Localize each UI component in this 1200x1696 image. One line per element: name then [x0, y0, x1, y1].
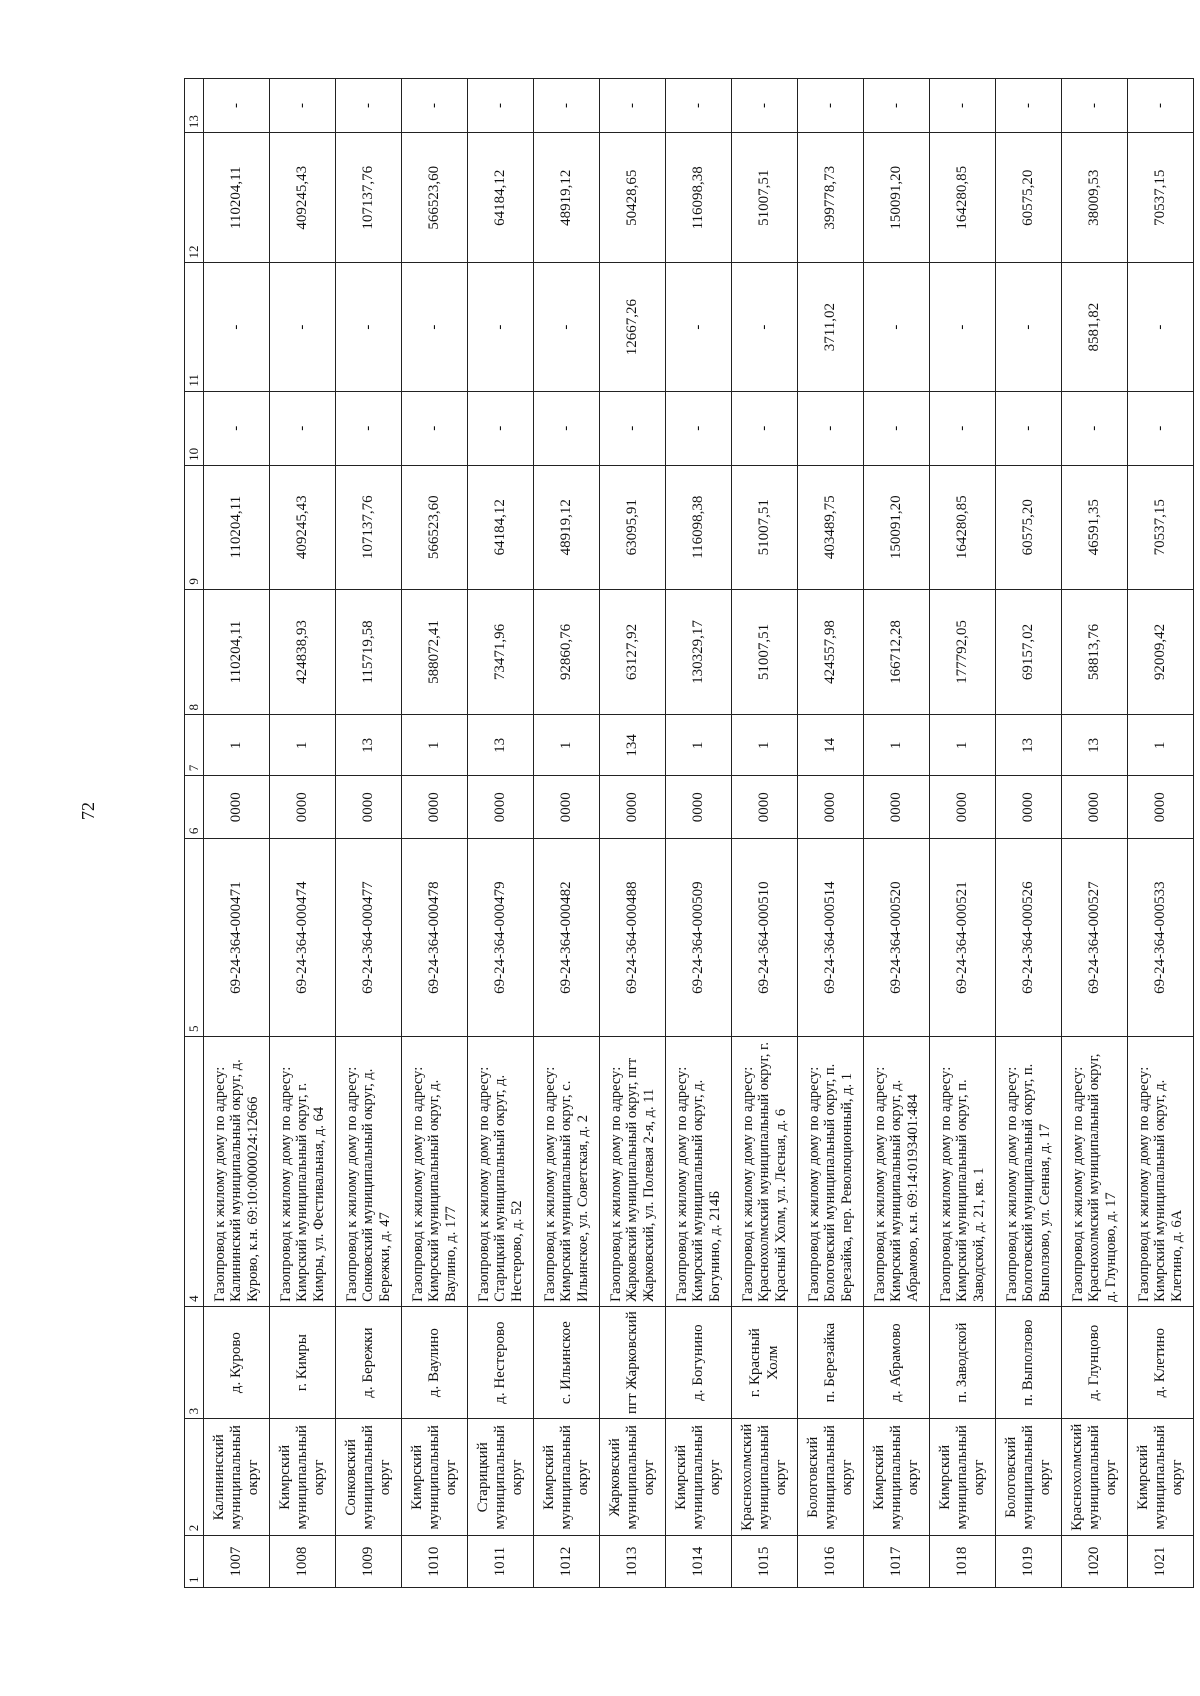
col12-cell: 50428,65 — [600, 133, 666, 263]
col8-cell: 92860,76 — [534, 589, 600, 715]
col11-cell: 3711,02 — [798, 263, 864, 391]
row-number-cell: 1016 — [798, 1536, 864, 1588]
district-cell: Бологовский муниципальный округ — [996, 1419, 1062, 1536]
col12-cell: 150091,20 — [864, 133, 930, 263]
col11-cell: - — [534, 263, 600, 391]
col8-cell: 110204,11 — [204, 589, 270, 715]
col7-cell: 134 — [600, 715, 666, 776]
col12-cell: 38009,53 — [1062, 133, 1128, 263]
col11-cell: - — [732, 263, 798, 391]
district-cell: Кимрский муниципальный округ — [666, 1419, 732, 1536]
district-cell: Краснохолмский муниципальный округ — [1062, 1419, 1128, 1536]
object-code-cell: 69-24-364-000482 — [534, 839, 600, 1037]
table-row — [798, 79, 864, 1588]
col8-cell: 69157,02 — [996, 589, 1062, 715]
col9-cell: 51007,51 — [732, 465, 798, 589]
column-header: 13 — [185, 79, 204, 133]
district-cell: Краснохолмский муниципальный округ — [732, 1419, 798, 1536]
col12-cell: 70537,15 — [1128, 133, 1194, 263]
col12-cell: 64184,12 — [468, 133, 534, 263]
table-row — [402, 79, 468, 1588]
object-code-cell: 69-24-364-000527 — [1062, 839, 1128, 1037]
col8-cell: 424557,98 — [798, 589, 864, 715]
table-row — [468, 79, 534, 1588]
object-address-cell: Газопровод к жилому дому по адресу: Сонковский муниципальный округ, д. Бережки, д. 47 — [336, 1037, 402, 1307]
col12-cell: 116098,38 — [666, 133, 732, 263]
col9-cell: 150091,20 — [864, 465, 930, 589]
object-address-cell: Газопровод к жилому дому по адресу: Краснохолмский муниципальный округ, г. Красный Холм, ул. Лесная, д. 6 — [732, 1037, 798, 1307]
settlement-cell: д. Глунцово — [1062, 1306, 1128, 1418]
object-address-cell: Газопровод к жилому дому по адресу: Краснохолмский муниципальный округ, д. Глунцово, д. 17 — [1062, 1037, 1128, 1307]
page-number: 72 — [78, 802, 98, 820]
object-address-cell: Газопровод к жилому дому по адресу: Кимрский муниципальный округ, д. Богунино, д. 214Б — [666, 1037, 732, 1307]
col6-cell: 0000 — [930, 776, 996, 839]
district-cell: Кимрский муниципальный округ — [402, 1419, 468, 1536]
col8-cell: 130329,17 — [666, 589, 732, 715]
col6-cell: 0000 — [864, 776, 930, 839]
col11-cell: - — [1128, 263, 1194, 391]
object-address-cell: Газопровод к жилому дому по адресу: Кимрский муниципальный округ, д. Ваулино, д. 177 — [402, 1037, 468, 1307]
col9-cell: 403489,75 — [798, 465, 864, 589]
col6-cell: 0000 — [204, 776, 270, 839]
row-number-cell: 1012 — [534, 1536, 600, 1588]
column-header: 8 — [185, 589, 204, 715]
col6-cell: 0000 — [798, 776, 864, 839]
col8-cell: 166712,28 — [864, 589, 930, 715]
col12-cell: 51007,51 — [732, 133, 798, 263]
table-row — [600, 79, 666, 1588]
col10-cell: - — [468, 391, 534, 465]
col10-cell: - — [864, 391, 930, 465]
col10-cell: - — [270, 391, 336, 465]
col13-cell: - — [798, 79, 864, 133]
gas-pipeline-table — [184, 78, 1194, 1588]
col9-cell: 107137,76 — [336, 465, 402, 589]
district-cell: Старицкий муниципальный округ — [468, 1419, 534, 1536]
district-cell: Кимрский муниципальный округ — [534, 1419, 600, 1536]
col10-cell: - — [732, 391, 798, 465]
object-code-cell: 69-24-364-000479 — [468, 839, 534, 1037]
col13-cell: - — [534, 79, 600, 133]
object-address-cell: Газопровод к жилому дому по адресу: Кимрский муниципальный округ, г. Кимры, ул. Фестивальная, д. 64 — [270, 1037, 336, 1307]
col11-cell: 12667,26 — [600, 263, 666, 391]
col10-cell: - — [204, 391, 270, 465]
col11-cell: - — [996, 263, 1062, 391]
object-code-cell: 69-24-364-000478 — [402, 839, 468, 1037]
col8-cell: 58813,76 — [1062, 589, 1128, 715]
settlement-cell: пгт Жарковский — [600, 1306, 666, 1418]
col9-cell: 409245,43 — [270, 465, 336, 589]
settlement-cell: д. Абрамово — [864, 1306, 930, 1418]
col10-cell: - — [1128, 391, 1194, 465]
col12-cell: 60575,20 — [996, 133, 1062, 263]
column-header: 6 — [185, 776, 204, 839]
col6-cell: 0000 — [600, 776, 666, 839]
header-row — [185, 79, 204, 1588]
object-code-cell: 69-24-364-000471 — [204, 839, 270, 1037]
settlement-cell: д. Курово — [204, 1306, 270, 1418]
col11-cell: 8581,82 — [1062, 263, 1128, 391]
col9-cell: 64184,12 — [468, 465, 534, 589]
row-number-cell: 1020 — [1062, 1536, 1128, 1588]
object-address-cell: Газопровод к жилому дому по адресу: Кимрский муниципальный округ, д. Абрамово, к.н. 69:14:0193401:484 — [864, 1037, 930, 1307]
col12-cell: 409245,43 — [270, 133, 336, 263]
object-code-cell: 69-24-364-000474 — [270, 839, 336, 1037]
col6-cell: 0000 — [270, 776, 336, 839]
col7-cell: 14 — [798, 715, 864, 776]
col11-cell: - — [402, 263, 468, 391]
settlement-cell: п. Березайка — [798, 1306, 864, 1418]
table-row — [1062, 79, 1128, 1588]
col13-cell: - — [402, 79, 468, 133]
col7-cell: 13 — [1062, 715, 1128, 776]
object-code-cell: 69-24-364-000526 — [996, 839, 1062, 1037]
col11-cell: - — [468, 263, 534, 391]
col6-cell: 0000 — [1062, 776, 1128, 839]
column-header: 9 — [185, 465, 204, 589]
col13-cell: - — [930, 79, 996, 133]
table-row — [336, 79, 402, 1588]
col10-cell: - — [798, 391, 864, 465]
col11-cell: - — [204, 263, 270, 391]
col6-cell: 0000 — [336, 776, 402, 839]
col12-cell: 164280,85 — [930, 133, 996, 263]
col6-cell: 0000 — [468, 776, 534, 839]
object-code-cell: 69-24-364-000477 — [336, 839, 402, 1037]
district-cell: Кимрский муниципальный округ — [864, 1419, 930, 1536]
row-number-cell: 1008 — [270, 1536, 336, 1588]
settlement-cell: д. Нестерово — [468, 1306, 534, 1418]
col6-cell: 0000 — [402, 776, 468, 839]
col8-cell: 177792,05 — [930, 589, 996, 715]
row-number-cell: 1010 — [402, 1536, 468, 1588]
col8-cell: 73471,96 — [468, 589, 534, 715]
row-number-cell: 1011 — [468, 1536, 534, 1588]
row-number-cell: 1021 — [1128, 1536, 1194, 1588]
col11-cell: - — [930, 263, 996, 391]
col11-cell: - — [336, 263, 402, 391]
col13-cell: - — [864, 79, 930, 133]
rotated-table-container — [184, 78, 1194, 1588]
table-row — [666, 79, 732, 1588]
object-address-cell: Газопровод к жилому дому по адресу: Кимрский муниципальный округ, п. Заводской, д. 21, кв. 1 — [930, 1037, 996, 1307]
col10-cell: - — [930, 391, 996, 465]
district-cell: Бологовский муниципальный округ — [798, 1419, 864, 1536]
col11-cell: - — [270, 263, 336, 391]
col8-cell: 115719,58 — [336, 589, 402, 715]
col10-cell: - — [996, 391, 1062, 465]
table-row — [732, 79, 798, 1588]
col12-cell: 110204,11 — [204, 133, 270, 263]
col13-cell: - — [666, 79, 732, 133]
col6-cell: 0000 — [534, 776, 600, 839]
object-code-cell: 69-24-364-000514 — [798, 839, 864, 1037]
col7-cell: 1 — [864, 715, 930, 776]
table-row — [270, 79, 336, 1588]
col8-cell: 92009,42 — [1128, 589, 1194, 715]
col7-cell: 1 — [732, 715, 798, 776]
col13-cell: - — [336, 79, 402, 133]
row-number-cell: 1014 — [666, 1536, 732, 1588]
col10-cell: - — [402, 391, 468, 465]
col13-cell: - — [1062, 79, 1128, 133]
row-number-cell: 1018 — [930, 1536, 996, 1588]
col6-cell: 0000 — [1128, 776, 1194, 839]
object-address-cell: Газопровод к жилому дому по адресу: Бологовский муниципальный округ, п. Выползово, ул. Сенная, д. 17 — [996, 1037, 1062, 1307]
col12-cell: 107137,76 — [336, 133, 402, 263]
col13-cell: - — [732, 79, 798, 133]
object-address-cell: Газопровод к жилому дому по адресу: Бологовский муниципальный округ, п. Березайка, пер. Революционный, д. 1 — [798, 1037, 864, 1307]
table-row — [1128, 79, 1194, 1588]
col9-cell: 116098,38 — [666, 465, 732, 589]
table-body — [204, 79, 1194, 1588]
col11-cell: - — [864, 263, 930, 391]
table-row — [996, 79, 1062, 1588]
settlement-cell: д. Клетино — [1128, 1306, 1194, 1418]
object-code-cell: 69-24-364-000509 — [666, 839, 732, 1037]
object-code-cell: 69-24-364-000488 — [600, 839, 666, 1037]
column-header: 5 — [185, 839, 204, 1037]
col10-cell: - — [336, 391, 402, 465]
col9-cell: 70537,15 — [1128, 465, 1194, 589]
col9-cell: 46591,35 — [1062, 465, 1128, 589]
col8-cell: 51007,51 — [732, 589, 798, 715]
row-number-cell: 1019 — [996, 1536, 1062, 1588]
col13-cell: - — [204, 79, 270, 133]
settlement-cell: п. Выползово — [996, 1306, 1062, 1418]
district-cell: Кимрский муниципальный округ — [930, 1419, 996, 1536]
col9-cell: 60575,20 — [996, 465, 1062, 589]
col7-cell: 1 — [930, 715, 996, 776]
row-number-cell: 1015 — [732, 1536, 798, 1588]
col8-cell: 588072,41 — [402, 589, 468, 715]
column-header: 11 — [185, 263, 204, 391]
district-cell: Кимрский муниципальный округ — [1128, 1419, 1194, 1536]
col13-cell: - — [600, 79, 666, 133]
col12-cell: 566523,60 — [402, 133, 468, 263]
col13-cell: - — [996, 79, 1062, 133]
settlement-cell: д. Ваулино — [402, 1306, 468, 1418]
object-address-cell: Газопровод к жилому дому по адресу: Старицкий муниципальный округ, д. Нестерово, д. 52 — [468, 1037, 534, 1307]
col7-cell: 1 — [204, 715, 270, 776]
col11-cell: - — [666, 263, 732, 391]
col8-cell: 424838,93 — [270, 589, 336, 715]
col8-cell: 63127,92 — [600, 589, 666, 715]
col12-cell: 48919,12 — [534, 133, 600, 263]
column-header: 12 — [185, 133, 204, 263]
object-address-cell: Газопровод к жилому дому по адресу: Кимрский муниципальный округ, д. Клетино, д. 6А — [1128, 1037, 1194, 1307]
col7-cell: 1 — [534, 715, 600, 776]
col9-cell: 566523,60 — [402, 465, 468, 589]
object-address-cell: Газопровод к жилому дому по адресу: Жарковский муниципальный округ, пгт Жарковский, ул. Полевая 2-я, д. 11 — [600, 1037, 666, 1307]
district-cell: Кимрский муниципальный округ — [270, 1419, 336, 1536]
col9-cell: 110204,11 — [204, 465, 270, 589]
settlement-cell: п. Заводской — [930, 1306, 996, 1418]
col10-cell: - — [534, 391, 600, 465]
object-code-cell: 69-24-364-000533 — [1128, 839, 1194, 1037]
col10-cell: - — [600, 391, 666, 465]
col7-cell: 1 — [666, 715, 732, 776]
col7-cell: 1 — [270, 715, 336, 776]
settlement-cell: с. Ильинское — [534, 1306, 600, 1418]
col9-cell: 63095,91 — [600, 465, 666, 589]
col13-cell: - — [468, 79, 534, 133]
column-header: 1 — [185, 1536, 204, 1588]
row-number-cell: 1009 — [336, 1536, 402, 1588]
col10-cell: - — [1062, 391, 1128, 465]
column-header: 10 — [185, 391, 204, 465]
col7-cell: 13 — [336, 715, 402, 776]
settlement-cell: д. Богунино — [666, 1306, 732, 1418]
table-row — [930, 79, 996, 1588]
col6-cell: 0000 — [996, 776, 1062, 839]
column-header: 4 — [185, 1037, 204, 1307]
row-number-cell: 1013 — [600, 1536, 666, 1588]
table-row — [204, 79, 270, 1588]
object-code-cell: 69-24-364-000520 — [864, 839, 930, 1037]
col9-cell: 164280,85 — [930, 465, 996, 589]
col7-cell: 13 — [996, 715, 1062, 776]
col9-cell: 48919,12 — [534, 465, 600, 589]
col13-cell: - — [270, 79, 336, 133]
column-header: 2 — [185, 1419, 204, 1536]
district-cell: Сонковский муниципальный округ — [336, 1419, 402, 1536]
table-row — [864, 79, 930, 1588]
col6-cell: 0000 — [732, 776, 798, 839]
row-number-cell: 1017 — [864, 1536, 930, 1588]
district-cell: Калининский муниципальный округ — [204, 1419, 270, 1536]
settlement-cell: г. Кимры — [270, 1306, 336, 1418]
settlement-cell: г. Красный Холм — [732, 1306, 798, 1418]
col10-cell: - — [666, 391, 732, 465]
table-row — [534, 79, 600, 1588]
column-header: 7 — [185, 715, 204, 776]
column-header: 3 — [185, 1306, 204, 1418]
col7-cell: 13 — [468, 715, 534, 776]
district-cell: Жарковский муниципальный округ — [600, 1419, 666, 1536]
object-code-cell: 69-24-364-000521 — [930, 839, 996, 1037]
col7-cell: 1 — [1128, 715, 1194, 776]
settlement-cell: д. Бережки — [336, 1306, 402, 1418]
col13-cell: - — [1128, 79, 1194, 133]
col7-cell: 1 — [402, 715, 468, 776]
object-address-cell: Газопровод к жилому дому по адресу: Калининский муниципальный округ, д. Курово, к.н. 69:10:0000024:12666 — [204, 1037, 270, 1307]
object-address-cell: Газопровод к жилому дому по адресу: Кимрский муниципальный округ, с. Ильинское, ул. Советская, д. 2 — [534, 1037, 600, 1307]
col6-cell: 0000 — [666, 776, 732, 839]
object-code-cell: 69-24-364-000510 — [732, 839, 798, 1037]
col12-cell: 399778,73 — [798, 133, 864, 263]
row-number-cell: 1007 — [204, 1536, 270, 1588]
